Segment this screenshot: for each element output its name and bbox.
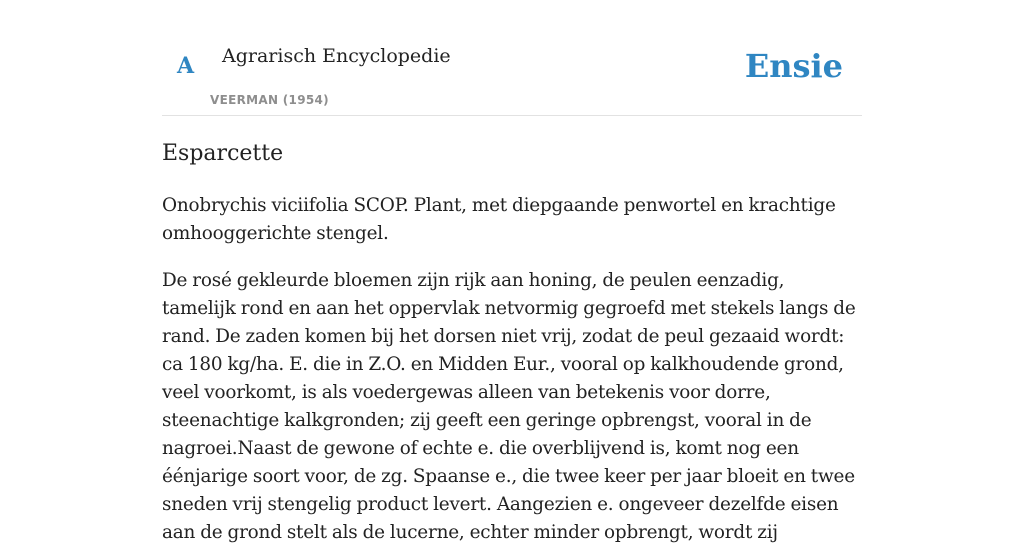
article-paragraph: De rosé gekleurde bloemen zijn rijk aan honing, de peulen eenzadig, tamelijk rond en aan het oppervlak netvormig gegroefd met stekels langs de rand. De zaden komen bij het dorsen niet vrij, zodat de peul gezaaid wordt: ca 180 kg/ha. E. die in Z.O. en Midden Eur., vooral op kalkhoudende grond, veel voorkomt, is als voedergewas alleen van betekenis voor dorre, steenachtige kalkgronden; zij geeft een geringe opbrengst, vooral in de nagroei.Naast de gewone of echte e. die overblijvend is, komt nog een éénjarige soort voor, de zg. Spaanse e., die twee keer per jaar bloeit en twee sneden vrij stengelig product levert. Aangezien e. ongeveer dezelfde eisen aan de grond stelt als de lucerne, echter minder opbrengt, wordt zij (162, 270, 856, 543)
header (162, 0, 862, 116)
source-title[interactable]: Agrarisch Encyclopedie (222, 45, 451, 67)
brand-logo[interactable]: Ensie (744, 47, 843, 85)
article (162, 138, 862, 547)
article-paragraph: Onobrychis viciifolia SCOP. Plant, met diepgaande penwortel en krachtige omhooggerichte stengel. (162, 195, 836, 244)
source-logo[interactable]: A (177, 53, 195, 79)
article-title: Esparcette (162, 141, 284, 166)
source-author-year: VEERMAN (1954) (210, 93, 329, 107)
